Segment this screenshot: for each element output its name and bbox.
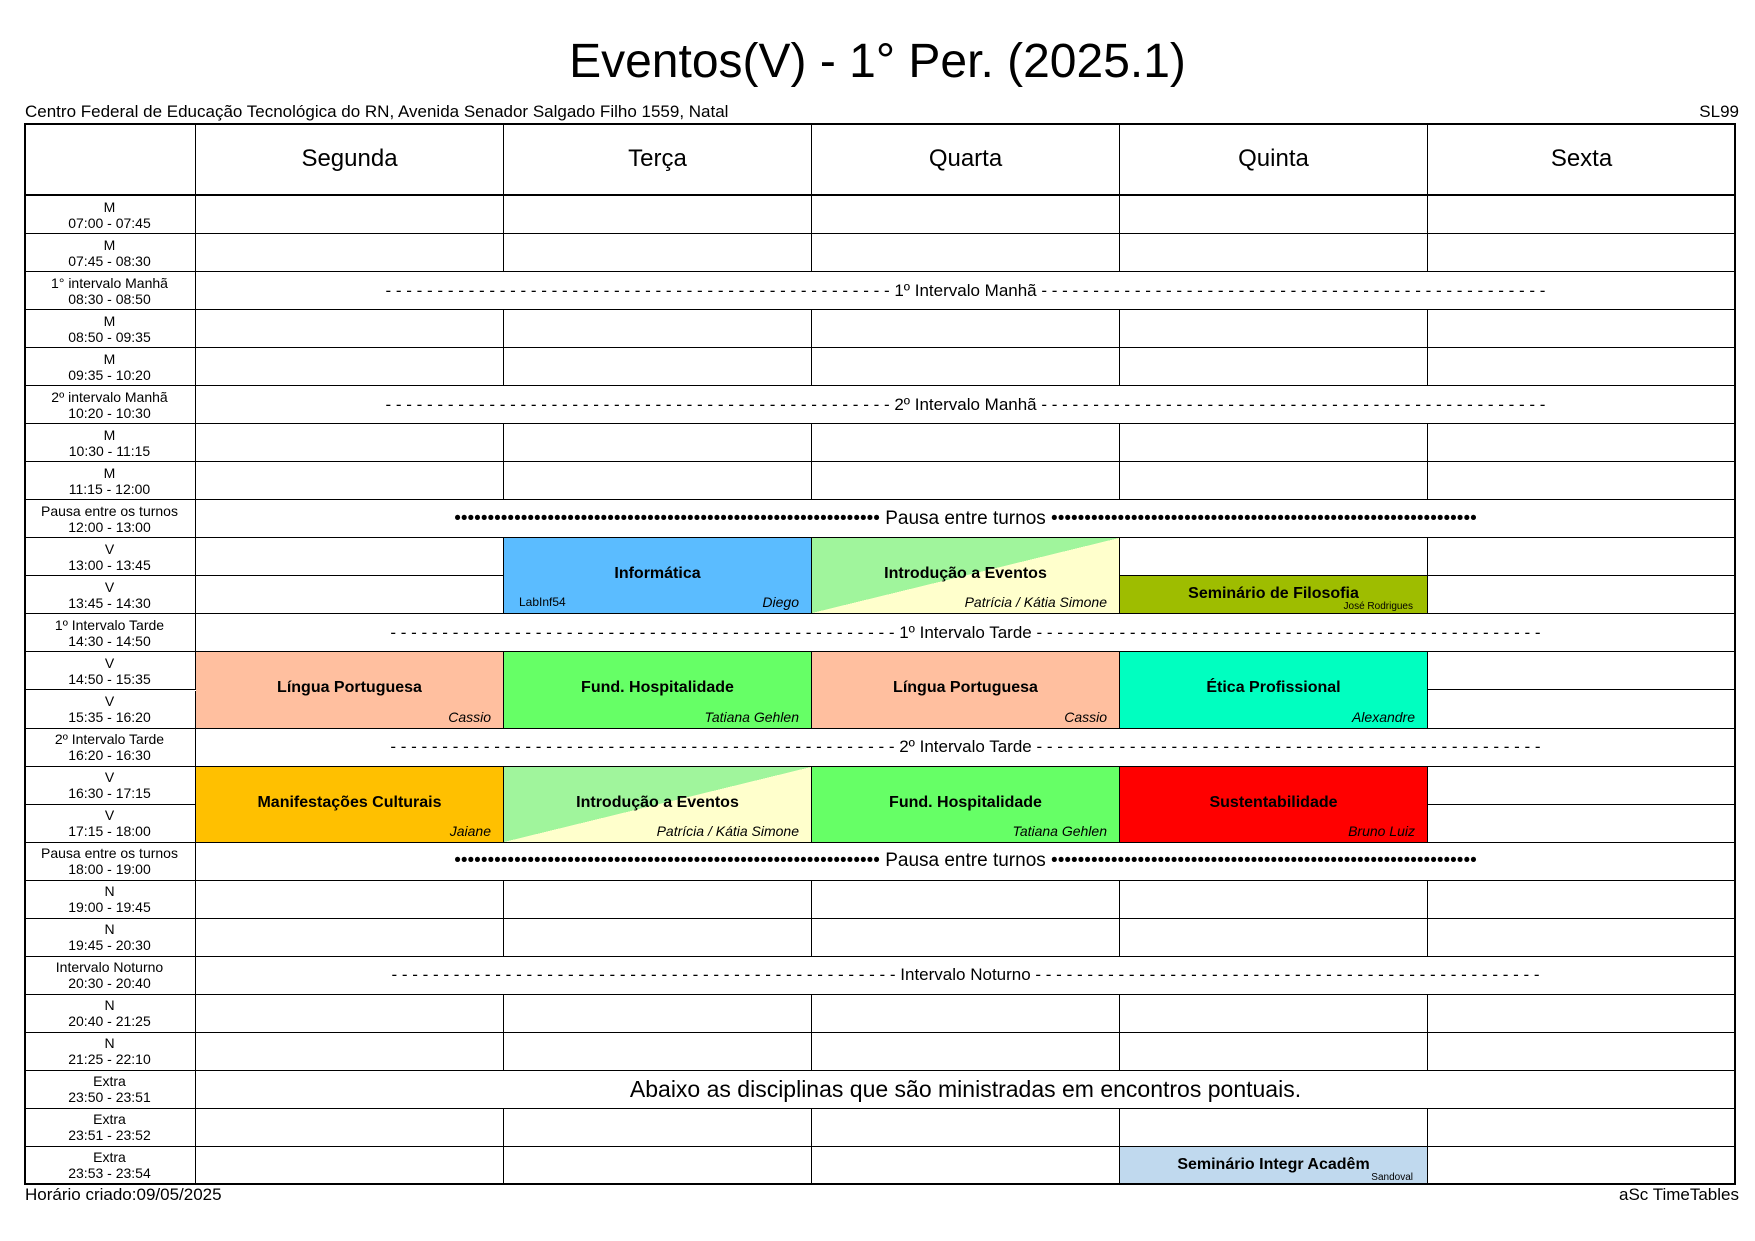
period-time: 21:25 - 22:10: [68, 1051, 151, 1068]
break-row: - - - - - - - - - - - - - - - - - - - - - - - - - - - - - - - - - - - - - - - - - - - - - - - - - Intervalo Noturno - - - - - - - - - - - - - - - - - - - - - - - - - - - - - - - - - - - - - - - - - - - - - - - - -: [196, 957, 1736, 995]
school-address: Centro Federal de Educação Tecnológica do RN, Avenida Senador Salgado Filho 1559, Natal: [25, 102, 729, 121]
period-name: Extra: [93, 1149, 126, 1166]
period-time: 08:30 - 08:50: [68, 290, 151, 307]
lesson-teacher: Cassio: [1064, 708, 1107, 725]
period-name: 1° intervalo Manhã: [51, 274, 168, 291]
lesson-subject: Introdução a Eventos: [884, 565, 1047, 583]
break-row: - - - - - - - - - - - - - - - - - - - - - - - - - - - - - - - - - - - - - - - - - - - - - - - - - 2º Intervalo Manhã - - - - - - - - - - - - - - - - - - - - - - - - - - - - - - - - - - - - - - - - - - - - - - - - -: [196, 386, 1736, 424]
period-name: M: [103, 198, 116, 215]
period-name: Intervalo Noturno: [55, 959, 164, 976]
software-credit: aSc TimeTables: [1619, 1185, 1739, 1204]
lesson-subject: Fund. Hospitalidade: [889, 793, 1042, 811]
lesson-teacher: Diego: [762, 594, 799, 611]
period-time: 17:15 - 18:00: [68, 823, 151, 840]
period-time: 15:35 - 16:20: [68, 709, 151, 726]
lesson-subject: Ética Profissional: [1206, 679, 1341, 697]
timetable-frame: [24, 123, 1736, 1185]
period-name: N: [104, 1035, 115, 1052]
day-header: Terça: [504, 123, 812, 196]
day-header: Sexta: [1428, 123, 1736, 196]
lesson-teacher: José Rodrigues: [1343, 601, 1413, 613]
period-name: N: [104, 921, 115, 938]
lesson-subject: Informática: [614, 565, 701, 583]
period-time: 07:45 - 08:30: [68, 252, 151, 269]
break-row: - - - - - - - - - - - - - - - - - - - - - - - - - - - - - - - - - - - - - - - - - - - - - - - - - 1º Intervalo Tarde - - - - - - - - - - - - - - - - - - - - - - - - - - - - - - - - - - - - - - - - - - - - - - - - -: [196, 614, 1736, 652]
period-time: 23:51 - 23:52: [68, 1127, 151, 1144]
period-time: 18:00 - 19:00: [68, 861, 151, 878]
period-name: 2º Intervalo Tarde: [54, 731, 165, 748]
period-name: V: [104, 693, 115, 710]
period-time: 23:50 - 23:51: [68, 1089, 151, 1106]
lesson-subject: Seminário Integr Acadêm: [1177, 1155, 1370, 1173]
period-time: 13:45 - 14:30: [68, 594, 151, 611]
day-header: Segunda: [196, 123, 504, 196]
period-name: V: [104, 654, 115, 671]
lesson-teacher: Jaiane: [449, 822, 491, 839]
break-row: - - - - - - - - - - - - - - - - - - - - - - - - - - - - - - - - - - - - - - - - - - - - - - - - - 1º Intervalo Manhã - - - - - - - - - - - - - - - - - - - - - - - - - - - - - - - - - - - - - - - - - - - - - - - - -: [196, 272, 1736, 310]
period-time: 23:53 - 23:54: [68, 1165, 151, 1182]
lesson-teacher: Patrícia / Kátia Simone: [656, 822, 799, 839]
lesson-subject: Introdução a Eventos: [576, 793, 739, 811]
pause-row: •••••••••••••••••••••••••••••••••••••••••••••••••••••••••••••••• Pausa entre turnos ••••••••••••••••••••••••••••••••••••••••••••••••••••••••••••••••: [196, 843, 1736, 881]
period-time: 14:50 - 15:35: [68, 670, 151, 687]
created-date: Horário criado:09/05/2025: [25, 1185, 222, 1204]
period-time: 10:30 - 11:15: [68, 442, 151, 459]
period-time: 11:15 - 12:00: [68, 480, 151, 497]
period-name: V: [104, 807, 115, 824]
lesson-subject: Língua Portuguesa: [893, 679, 1038, 697]
period-time: 19:45 - 20:30: [68, 937, 151, 954]
lesson-subject: Língua Portuguesa: [277, 679, 422, 697]
period-name: V: [104, 769, 115, 786]
day-header: Quinta: [1120, 123, 1428, 196]
pause-row: •••••••••••••••••••••••••••••••••••••••••••••••••••••••••••••••• Pausa entre turnos ••••••••••••••••••••••••••••••••••••••••••••••••••••••••••••••••: [196, 500, 1736, 538]
room-code: SL99: [1699, 102, 1739, 121]
lesson-subject: Manifestações Culturais: [257, 793, 442, 811]
period-name: V: [104, 540, 115, 557]
period-time: 20:40 - 21:25: [68, 1013, 151, 1030]
lesson-teacher: Cassio: [448, 708, 491, 725]
period-name: 1º Intervalo Tarde: [54, 616, 165, 633]
period-time: 07:00 - 07:45: [68, 214, 151, 231]
period-name: Extra: [93, 1111, 126, 1128]
period-name: Pausa entre os turnos: [41, 502, 178, 519]
period-time: 19:00 - 19:45: [68, 899, 151, 916]
lesson-subject: Sustentabilidade: [1209, 793, 1338, 811]
lesson-teacher: Patrícia / Kátia Simone: [964, 594, 1107, 611]
period-time: 08:50 - 09:35: [68, 328, 151, 345]
period-time: 16:30 - 17:15: [68, 785, 151, 802]
lesson-subject: Seminário de Filosofia: [1188, 585, 1359, 603]
notice-row: Abaixo as disciplinas que são ministradas em encontros pontuais.: [196, 1071, 1736, 1109]
period-name: M: [103, 350, 116, 367]
period-name: Pausa entre os turnos: [41, 845, 178, 862]
lesson-teacher: Bruno Luiz: [1348, 822, 1415, 839]
period-time: 09:35 - 10:20: [68, 366, 151, 383]
lesson-teacher: Alexandre: [1351, 708, 1415, 725]
period-time: 16:20 - 16:30: [68, 747, 151, 764]
day-header: Quarta: [812, 123, 1120, 196]
period-name: M: [103, 426, 116, 443]
lesson-teacher: Sandoval: [1371, 1171, 1413, 1183]
period-time: 14:30 - 14:50: [68, 632, 151, 649]
period-name: M: [103, 464, 116, 481]
lesson-subject: Fund. Hospitalidade: [581, 679, 734, 697]
period-name: N: [104, 883, 115, 900]
period-name: 2º intervalo Manhã: [51, 388, 168, 405]
period-name: M: [103, 236, 116, 253]
lesson-teacher: Tatiana Gehlen: [704, 708, 799, 725]
break-row: - - - - - - - - - - - - - - - - - - - - - - - - - - - - - - - - - - - - - - - - - - - - - - - - - 2º Intervalo Tarde - - - - - - - - - - - - - - - - - - - - - - - - - - - - - - - - - - - - - - - - - - - - - - - - -: [196, 729, 1736, 767]
period-time: 12:00 - 13:00: [68, 518, 151, 535]
period-time: 13:00 - 13:45: [68, 556, 151, 573]
page-title: Eventos(V) - 1° Per. (2025.1): [569, 35, 1186, 88]
period-name: V: [104, 578, 115, 595]
period-name: M: [103, 312, 116, 329]
period-time: 20:30 - 20:40: [68, 975, 151, 992]
period-time: 10:20 - 10:30: [68, 404, 151, 421]
lesson-room: LabInf54: [519, 595, 566, 610]
period-name: Extra: [93, 1073, 126, 1090]
lesson-teacher: Tatiana Gehlen: [1012, 822, 1107, 839]
period-name: N: [104, 997, 115, 1014]
